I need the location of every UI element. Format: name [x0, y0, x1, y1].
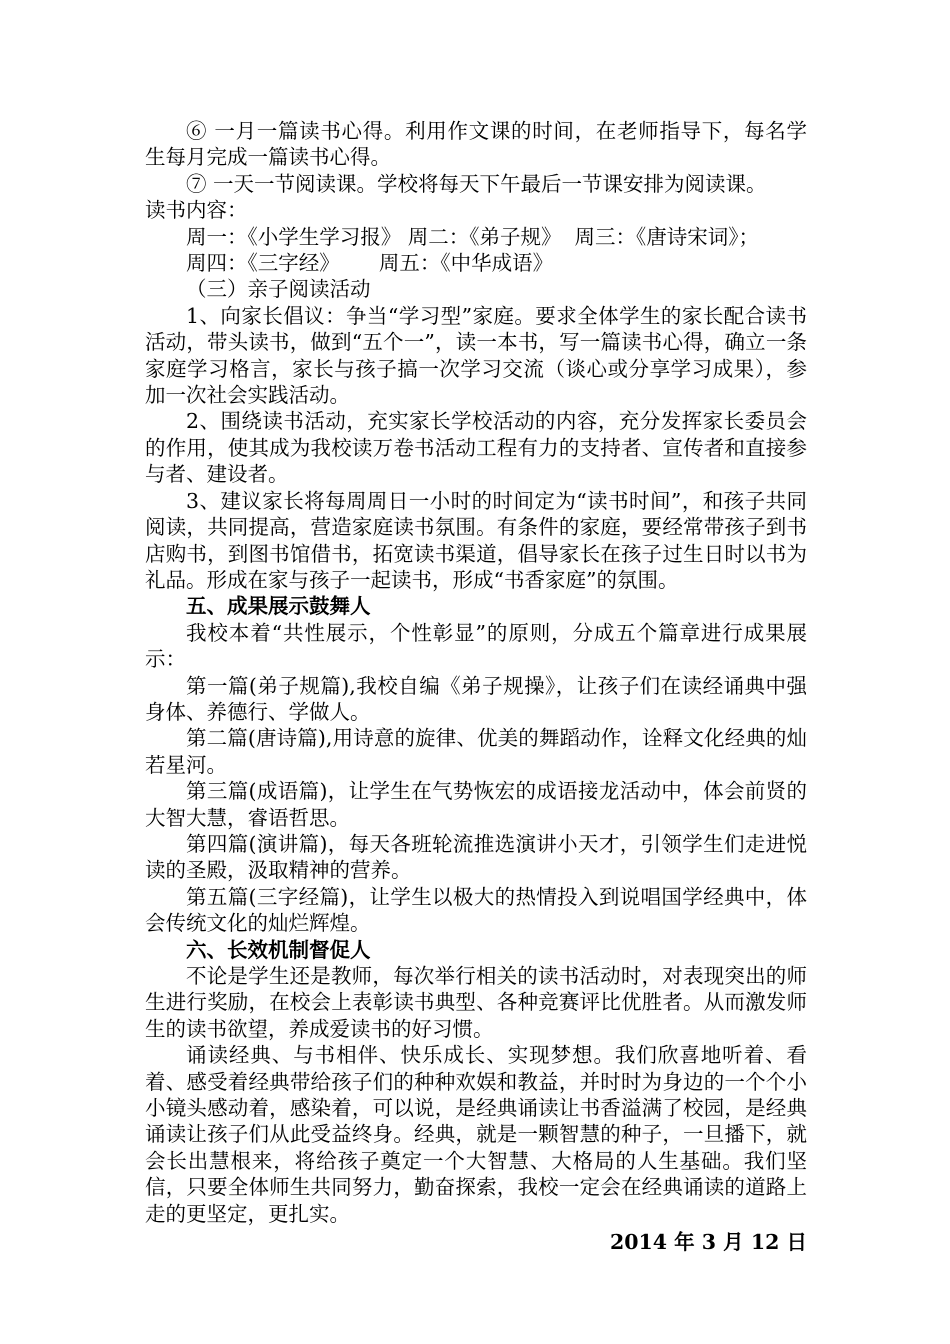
schedule-line: 周一：《小学生学习报》 周二：《弟子规》 周三：《唐诗宋词》；: [186, 224, 760, 249]
paragraph: 不论是学生还是教师，每次举行相关的读书活动时，对表现突出的师生进行奖励，在校会上表彰读书典型、各种竞赛评比优胜者。从而激发师生的读书欲望，养成爱读书的好习惯。: [145, 964, 807, 1041]
paragraph: 诵读经典、与书相伴、快乐成长、实现梦想。我们欣喜地听着、看着、感受着经典带给孩子们的种种欢娱和教益，并时时为身边的一个个小小镜头感动着，感染着，可以说，是经典诵读让书香溢满了校园，是经典诵读让孩子们从此受益终身。经典，就是一颗智慧的种子，一旦播下，就会长出慧根来，将给孩子奠定一个大智慧、大格局的人生基础。我们坚信，只要全体师生共同努力，勤奋探索，我校一定会在经典诵读的道路上走的更坚定，更扎实。: [145, 1043, 807, 1226]
paragraph: ⑥ 一月一篇读书心得。利用作文课的时间，在老师指导下，每名学生每月完成一篇读书心得。: [145, 119, 807, 170]
paragraph: 我校本着“共性展示，个性彰显”的原则，分成五个篇章进行成果展示：: [145, 620, 807, 672]
paragraph: 第三篇(成语篇)，让学生在气势恢宏的成语接龙活动中，体会前贤的大智大慧，睿语哲思。: [145, 779, 807, 830]
section-subtitle: （三）亲子阅读活动: [186, 277, 371, 302]
paragraph: 1、向家长倡议：争当“学习型”家庭。要求全体学生的家长配合读书活动，带头读书，做到“五个一”，读一本书，写一篇读书心得，确立一条家庭学习格言，家长与孩子搞一次学习交流（谈心或分享学习成果），参加一次社会实践活动。: [145, 303, 807, 408]
document-page: [145, 118, 807, 1255]
section-heading: 六、长效机制督促人: [186, 937, 371, 962]
schedule-line: 周四：《三字经》 周五：《中华成语》: [186, 251, 554, 276]
reading-content-label: 读书内容：: [145, 198, 248, 223]
paragraph: ⑦ 一天一节阅读课。学校将每天下午最后一节课安排为阅读课。: [186, 171, 767, 196]
paragraph: 第二篇(唐诗篇),用诗意的旋律、优美的舞蹈动作，诠释文化经典的灿若星河。: [145, 726, 807, 777]
document-date: 2014 年 3 月 12 日: [609, 1230, 807, 1255]
paragraph: 第四篇(演讲篇)，每天各班轮流推选演讲小天才，引领学生们走进悦读的圣殿，汲取精神的营养。: [145, 831, 807, 883]
section-heading: 五、成果展示鼓舞人: [186, 594, 371, 619]
paragraph: 2、围绕读书活动，充实家长学校活动的内容，充分发挥家长委员会的作用，使其成为我校读万卷书活动工程有力的支持者、宣传者和直接参与者、建设者。: [145, 409, 807, 487]
paragraph: 3、建议家长将每周周日一小时的时间定为“读书时间”，和孩子共同阅读，共同提高，营造家庭读书氛围。有条件的家庭，要经常带孩子到书店购书，到图书馆借书，拓宽读书渠道，倡导家长在孩子过生日时以书为礼品。形成在家与孩子一起读书，形成“书香家庭”的氛围。: [145, 488, 807, 592]
paragraph: 第一篇(弟子规篇),我校自编《弟子规操》，让孩子们在读经诵典中强身体、养德行、学做人。: [145, 673, 807, 724]
paragraph: 第五篇(三字经篇)，让学生以极大的热情投入到说唱国学经典中，体会传统文化的灿烂辉煌。: [145, 884, 807, 936]
